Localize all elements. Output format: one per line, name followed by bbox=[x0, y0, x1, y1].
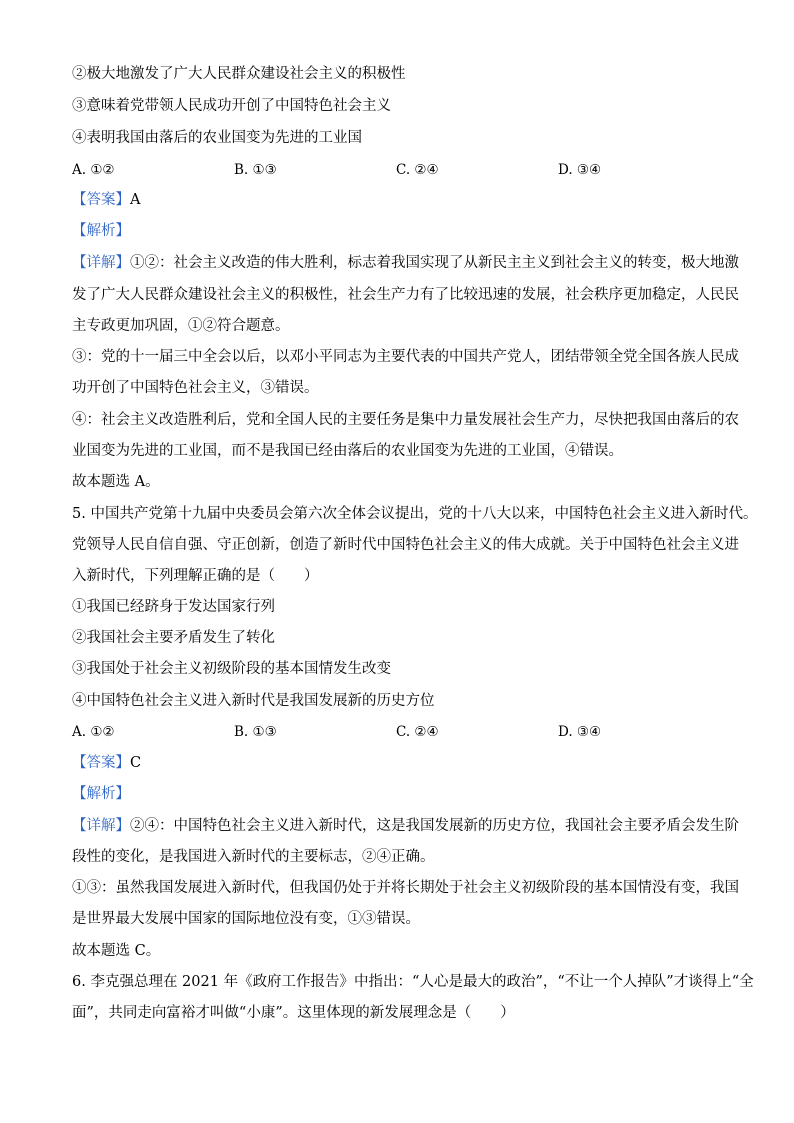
q5-option-c: C. ②④ bbox=[396, 724, 439, 740]
q5-detail-line-3: ①③：虽然我国发展进入新时代，但我国仍处于并将长期处于社会主义初级阶段的基本国情没有变，我国 bbox=[72, 880, 739, 896]
q4-option-d: D. ③④ bbox=[558, 162, 602, 178]
q4-detail-line-5: 功开创了中国特色社会主义，③错误。 bbox=[72, 380, 319, 396]
q5-statement-3: ③我国处于社会主义初级阶段的基本国情发生改变 bbox=[72, 661, 391, 677]
q4-option-a: A. ①② bbox=[72, 162, 115, 178]
q4-detail-label: 【详解】 bbox=[72, 255, 130, 271]
q4-detail-line-2: 发了广大人民群众建设社会主义的积极性，社会生产力有了比较迅速的发展，社会秩序更加稳定，人民民 bbox=[72, 287, 739, 303]
q4-conclusion: 故本题选 A。 bbox=[72, 474, 160, 490]
q5-stem-line-2: 党领导人民自信自强、守正创新，创造了新时代中国特色社会主义的伟大成就。关于中国特色社会主义进 bbox=[72, 537, 739, 553]
q5-analysis-label: 【解析】 bbox=[72, 786, 130, 802]
q5-statement-2: ②我国社会主要矛盾发生了转化 bbox=[72, 630, 275, 646]
q4-answer-line bbox=[72, 190, 732, 210]
q6-stem-line-2: 面”，共同走向富裕才叫做“小康”。这里体现的新发展理念是（ ） bbox=[72, 1005, 515, 1021]
q4-detail-line-7: 业国变为先进的工业国，而不是我国已经由落后的农业国变为先进的工业国，④错误。 bbox=[72, 443, 623, 459]
q5-stem-line-3: 入新时代，下列理解正确的是（ ） bbox=[72, 568, 319, 584]
q4-statement-2: ②极大地激发了广大人民群众建设社会主义的积极性 bbox=[72, 66, 406, 82]
q5-statement-4: ④中国特色社会主义进入新时代是我国发展新的历史方位 bbox=[72, 693, 435, 709]
q4-detail-line-6: ④：社会主义改造胜利后，党和全国人民的主要任务是集中力量发展社会生产力，尽快把我国由落后的农 bbox=[72, 412, 739, 428]
q4-detail-text-1: ①②：社会主义改造的伟大胜利，标志着我国实现了从新民主主义到社会主义的转变，极大地激 bbox=[130, 255, 739, 271]
q4-analysis-label: 【解析】 bbox=[72, 223, 130, 239]
q5-stem-line-1: 5. 中国共产党第十九届中央委员会第六次全体会议提出，党的十八大以来，中国特色社会主义进入新时代。 bbox=[72, 506, 758, 522]
q5-option-b: B. ①③ bbox=[234, 724, 277, 740]
q4-option-b: B. ①③ bbox=[234, 162, 277, 178]
q4-detail-line-4: ③：党的十一届三中全会以后，以邓小平同志为主要代表的中国共产党人，团结带领全党全国各族人民成 bbox=[72, 349, 739, 365]
q5-detail-line-1 bbox=[72, 816, 739, 836]
q4-answer-label: 【答案】 bbox=[72, 192, 130, 208]
q4-detail-line-1 bbox=[72, 253, 739, 273]
q6-stem-line-1: 6. 李克强总理在 2021 年《政府工作报告》中指出：“人心是最大的政治”，“不让一个人掉队”才谈得上“全 bbox=[72, 974, 754, 990]
q5-option-a: A. ①② bbox=[72, 724, 115, 740]
q5-answer-value: C bbox=[130, 755, 142, 771]
q5-statement-1: ①我国已经跻身于发达国家行列 bbox=[72, 599, 275, 615]
q5-answer-line bbox=[72, 753, 732, 773]
q5-detail-line-2: 段性的变化，是我国进入新时代的主要标志，②④正确。 bbox=[72, 849, 435, 865]
q5-detail-label: 【详解】 bbox=[72, 818, 130, 834]
q4-detail-line-3: 主专政更加巩固，①②符合题意。 bbox=[72, 318, 290, 334]
q5-option-d: D. ③④ bbox=[558, 724, 602, 740]
q5-conclusion: 故本题选 C。 bbox=[72, 943, 161, 959]
q4-answer-value: A bbox=[130, 192, 141, 208]
q5-answer-label: 【答案】 bbox=[72, 755, 130, 771]
q4-option-c: C. ②④ bbox=[396, 162, 439, 178]
q5-detail-line-4: 是世界最大发展中国家的国际地位没有变，①③错误。 bbox=[72, 911, 420, 927]
q4-statement-3: ③意味着党带领人民成功开创了中国特色社会主义 bbox=[72, 98, 391, 114]
q5-detail-text-1: ②④：中国特色社会主义进入新时代，这是我国发展新的历史方位，我国社会主要矛盾会发生阶 bbox=[130, 818, 739, 834]
q4-statement-4: ④表明我国由落后的农业国变为先进的工业国 bbox=[72, 130, 362, 146]
